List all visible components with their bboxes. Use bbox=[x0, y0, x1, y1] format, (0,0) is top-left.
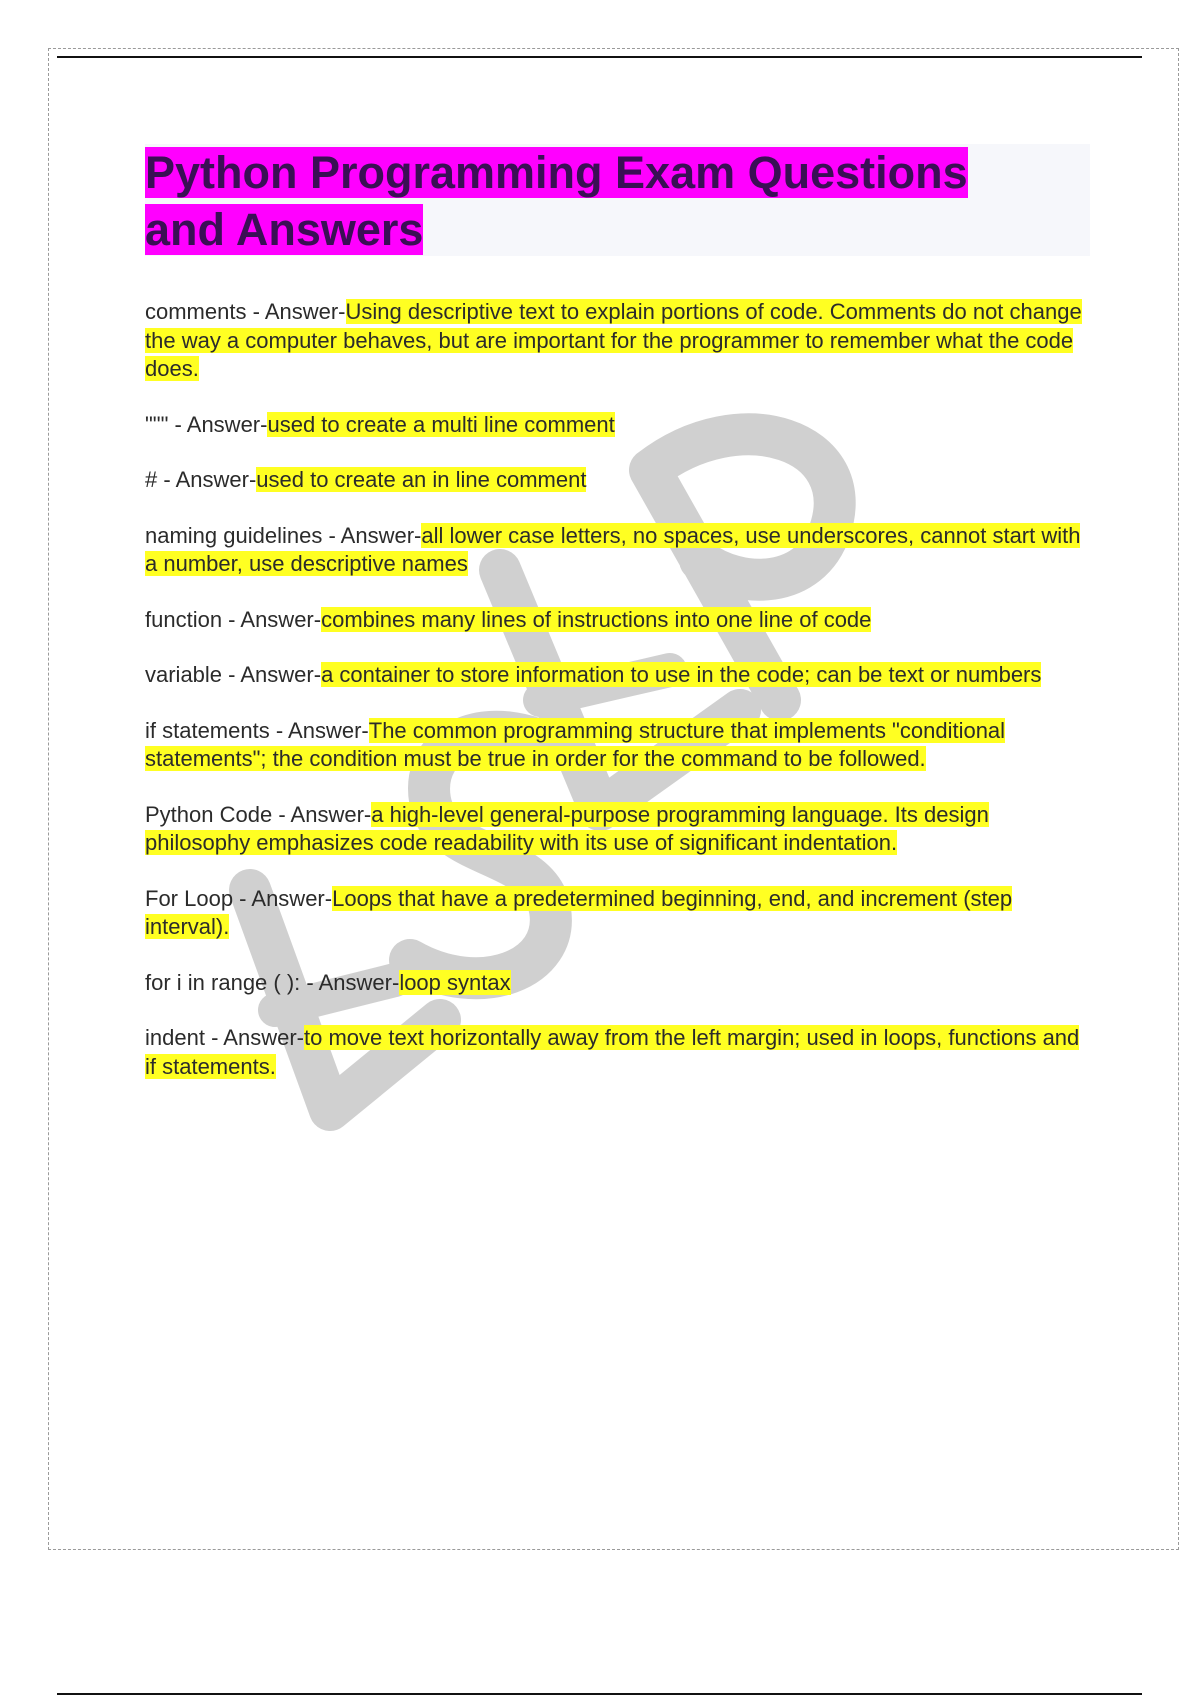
qa-term: comments bbox=[145, 299, 247, 324]
bottom-rule bbox=[57, 1693, 1142, 1695]
qa-answer: used to create a multi line comment bbox=[267, 411, 615, 437]
qa-term: """ bbox=[145, 411, 169, 437]
qa-item bbox=[145, 606, 1090, 635]
qa-separator: - Answer- bbox=[222, 606, 322, 632]
qa-separator: - Answer- bbox=[246, 299, 346, 324]
qa-term: for i in range ( ): bbox=[145, 969, 301, 995]
qa-answer: a high-level general-purpose programming language. Its design philosophy emphasizes code readability with its use of significant indentation. bbox=[145, 801, 989, 855]
qa-separator: - Answer- bbox=[300, 969, 400, 995]
qa-item bbox=[145, 717, 1090, 774]
qa-item bbox=[145, 661, 1090, 690]
qa-answer: The common programming structure that implements "conditional statements"; the condition must be true in order for the command to be followed. bbox=[145, 717, 1006, 771]
qa-answer: loop syntax bbox=[399, 969, 511, 995]
qa-answer: Using descriptive text to explain portions of code. Comments do not change the way a computer behaves, but are important for the programmer to remember what the code does. bbox=[145, 299, 1082, 381]
qa-list bbox=[145, 298, 1090, 1108]
qa-answer: Loops that have a predetermined beginning, end, and increment (step interval). bbox=[145, 885, 1013, 939]
qa-separator: - Answer- bbox=[168, 411, 268, 437]
qa-item bbox=[145, 885, 1090, 942]
qa-answer: combines many lines of instructions into one line of code bbox=[321, 606, 872, 632]
qa-term: function bbox=[145, 606, 223, 632]
qa-separator: - Answer- bbox=[157, 467, 257, 492]
qa-term: # bbox=[145, 467, 158, 492]
qa-term: For Loop bbox=[145, 885, 234, 911]
qa-separator: - Answer- bbox=[272, 801, 372, 827]
qa-separator: - Answer- bbox=[269, 717, 369, 743]
qa-term: indent bbox=[145, 1025, 205, 1050]
qa-item bbox=[145, 411, 1090, 440]
qa-term: if statements bbox=[145, 717, 270, 743]
qa-item bbox=[145, 522, 1090, 579]
page-title bbox=[145, 144, 1045, 258]
qa-answer: to move text horizontally away from the left margin; used in loops, functions and if statements. bbox=[145, 1025, 1080, 1079]
qa-separator: - Answer- bbox=[322, 522, 422, 548]
qa-item bbox=[145, 801, 1090, 858]
page-title-text: Python Programming Exam Questions and Answers bbox=[145, 147, 968, 255]
qa-separator: - Answer- bbox=[233, 885, 333, 911]
qa-answer: used to create an in line comment bbox=[256, 467, 587, 492]
qa-separator: - Answer- bbox=[222, 662, 322, 687]
qa-answer: a container to store information to use in the code; can be text or numbers bbox=[321, 662, 1042, 687]
title-block bbox=[145, 144, 1090, 256]
qa-item bbox=[145, 1024, 1090, 1081]
qa-separator: - Answer- bbox=[204, 1025, 304, 1050]
qa-item bbox=[145, 969, 1090, 998]
qa-term: variable bbox=[145, 662, 223, 687]
qa-term: Python Code bbox=[145, 801, 273, 827]
qa-item bbox=[145, 298, 1090, 384]
qa-term: naming guidelines bbox=[145, 522, 323, 548]
qa-answer: all lower case letters, no spaces, use underscores, cannot start with a number, use descriptive names bbox=[145, 522, 1081, 576]
qa-item bbox=[145, 466, 1090, 495]
